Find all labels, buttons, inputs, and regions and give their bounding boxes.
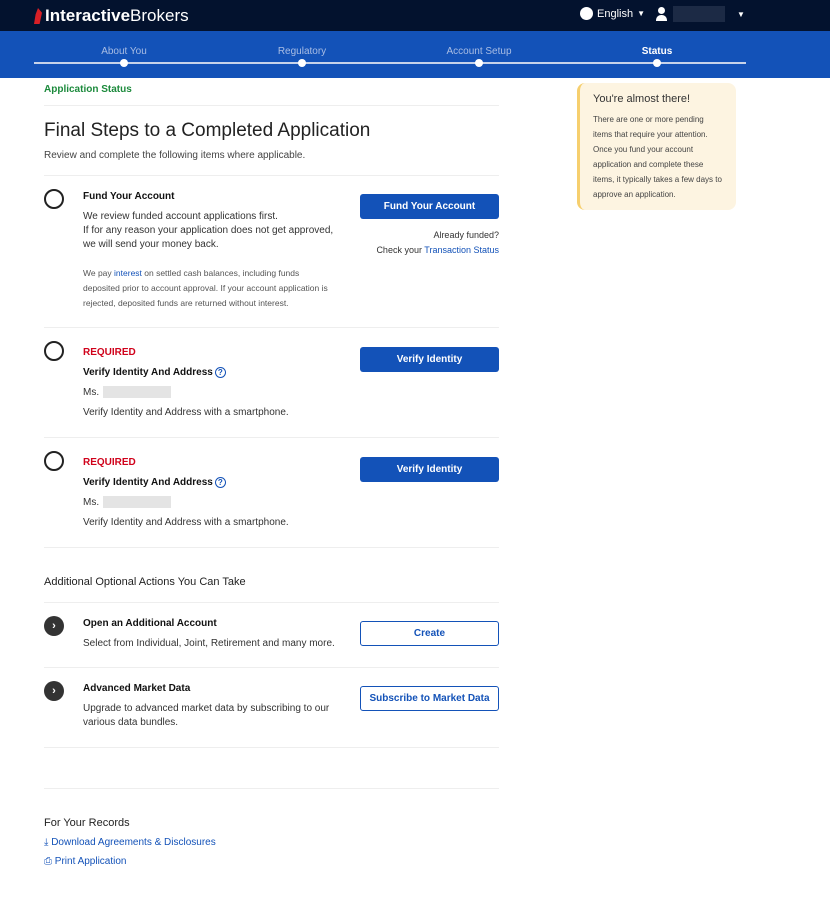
step-dot <box>298 59 306 67</box>
username-redacted <box>673 6 725 22</box>
logo[interactable]: Interactive Brokers <box>34 6 189 26</box>
subscribe-market-data-button[interactable]: Subscribe to Market Data <box>360 686 499 711</box>
incomplete-circle-icon <box>44 451 64 471</box>
already-funded: Already funded? Check your Transaction Status <box>376 230 499 255</box>
name-redacted <box>103 496 171 508</box>
records-section <box>44 788 499 867</box>
print-icon: ⎙ <box>44 856 52 867</box>
step-regulatory: Regulatory <box>277 46 327 57</box>
verify-identity-item: REQUIRED Verify Identity And Address ? Ms. Verify Identity and Address with a smartphone. Verify Identity <box>44 328 499 438</box>
download-agreements-link[interactable]: ⤓ Download Agreements & Disclosures <box>44 837 216 848</box>
page-subtitle: Review and complete the following items where applicable. <box>44 150 499 176</box>
optional-heading: Additional Optional Actions You Can Take <box>44 576 499 603</box>
user-menu[interactable] <box>656 6 745 22</box>
step-dot <box>653 59 661 67</box>
incomplete-circle-icon <box>44 189 64 209</box>
verify-identity-item: REQUIRED Verify Identity And Address ? Ms. Verify Identity and Address with a smartphone. Verify Identity <box>44 438 499 548</box>
progress-steps <box>0 31 830 78</box>
step-account-setup: Account Setup <box>446 46 512 57</box>
step-dot <box>120 59 128 67</box>
optional-action-item: › Advanced Market Data Upgrade to advanced market data by subscribing to our various data bundles. Subscribe to Market Data <box>44 668 499 748</box>
fund-account-item: Fund Your Account We review funded account applications first. If for any reason your application does not get approved, we will send your money back. We pay interest on settled cash balances, including funds deposited prior to account approval. If your account application is rejected, deposited funds are returned without interest. Fund Your Account Already funded? Check your Transaction Status <box>44 176 499 328</box>
help-icon[interactable]: ? <box>215 477 226 488</box>
chevron-right-icon[interactable]: › <box>44 616 64 636</box>
globe-icon <box>580 7 593 20</box>
caret-down-icon: ▼ <box>737 9 745 19</box>
verify-identity-button[interactable]: Verify Identity <box>360 457 499 482</box>
incomplete-circle-icon <box>44 341 64 361</box>
name-redacted <box>103 386 171 398</box>
interest-note: We pay interest on settled cash balances, including funds deposited prior to account approval. If your account application is rejected, deposited funds are returned without interest. <box>83 268 328 308</box>
step-status: Status <box>641 46 673 57</box>
interest-link[interactable]: interest <box>114 268 142 278</box>
breadcrumb: Application Status <box>44 84 499 106</box>
caret-down-icon: ▼ <box>637 9 645 18</box>
language-selector[interactable]: English ▼ <box>580 7 645 20</box>
verify-identity-button[interactable]: Verify Identity <box>360 347 499 372</box>
step-about-you: About You <box>101 46 147 57</box>
optional-action-item: › Open an Additional Account Select from Individual, Joint, Retirement and many more. Create <box>44 603 499 668</box>
help-icon[interactable]: ? <box>215 367 226 378</box>
page-title: Final Steps to a Completed Application <box>44 120 371 141</box>
records-heading: For Your Records <box>44 817 130 829</box>
almost-there-callout: You're almost there! There are one or more pending items that require your attention. Once you fund your account application and complete these items, it typically takes a few days to approve an application. <box>577 83 736 210</box>
top-bar <box>0 0 830 31</box>
fund-account-button[interactable]: Fund Your Account <box>360 194 499 219</box>
chevron-right-icon[interactable]: › <box>44 681 64 701</box>
print-application-link[interactable]: ⎙ Print Application <box>44 856 127 867</box>
transaction-status-link[interactable]: Transaction Status <box>424 245 499 255</box>
user-icon <box>656 7 667 21</box>
progress-line <box>34 62 746 64</box>
create-account-button[interactable]: Create <box>360 621 499 646</box>
step-dot <box>475 59 483 67</box>
download-icon: ⤓ <box>44 837 49 848</box>
main-content <box>44 78 499 867</box>
logo-flame-icon <box>34 8 42 24</box>
